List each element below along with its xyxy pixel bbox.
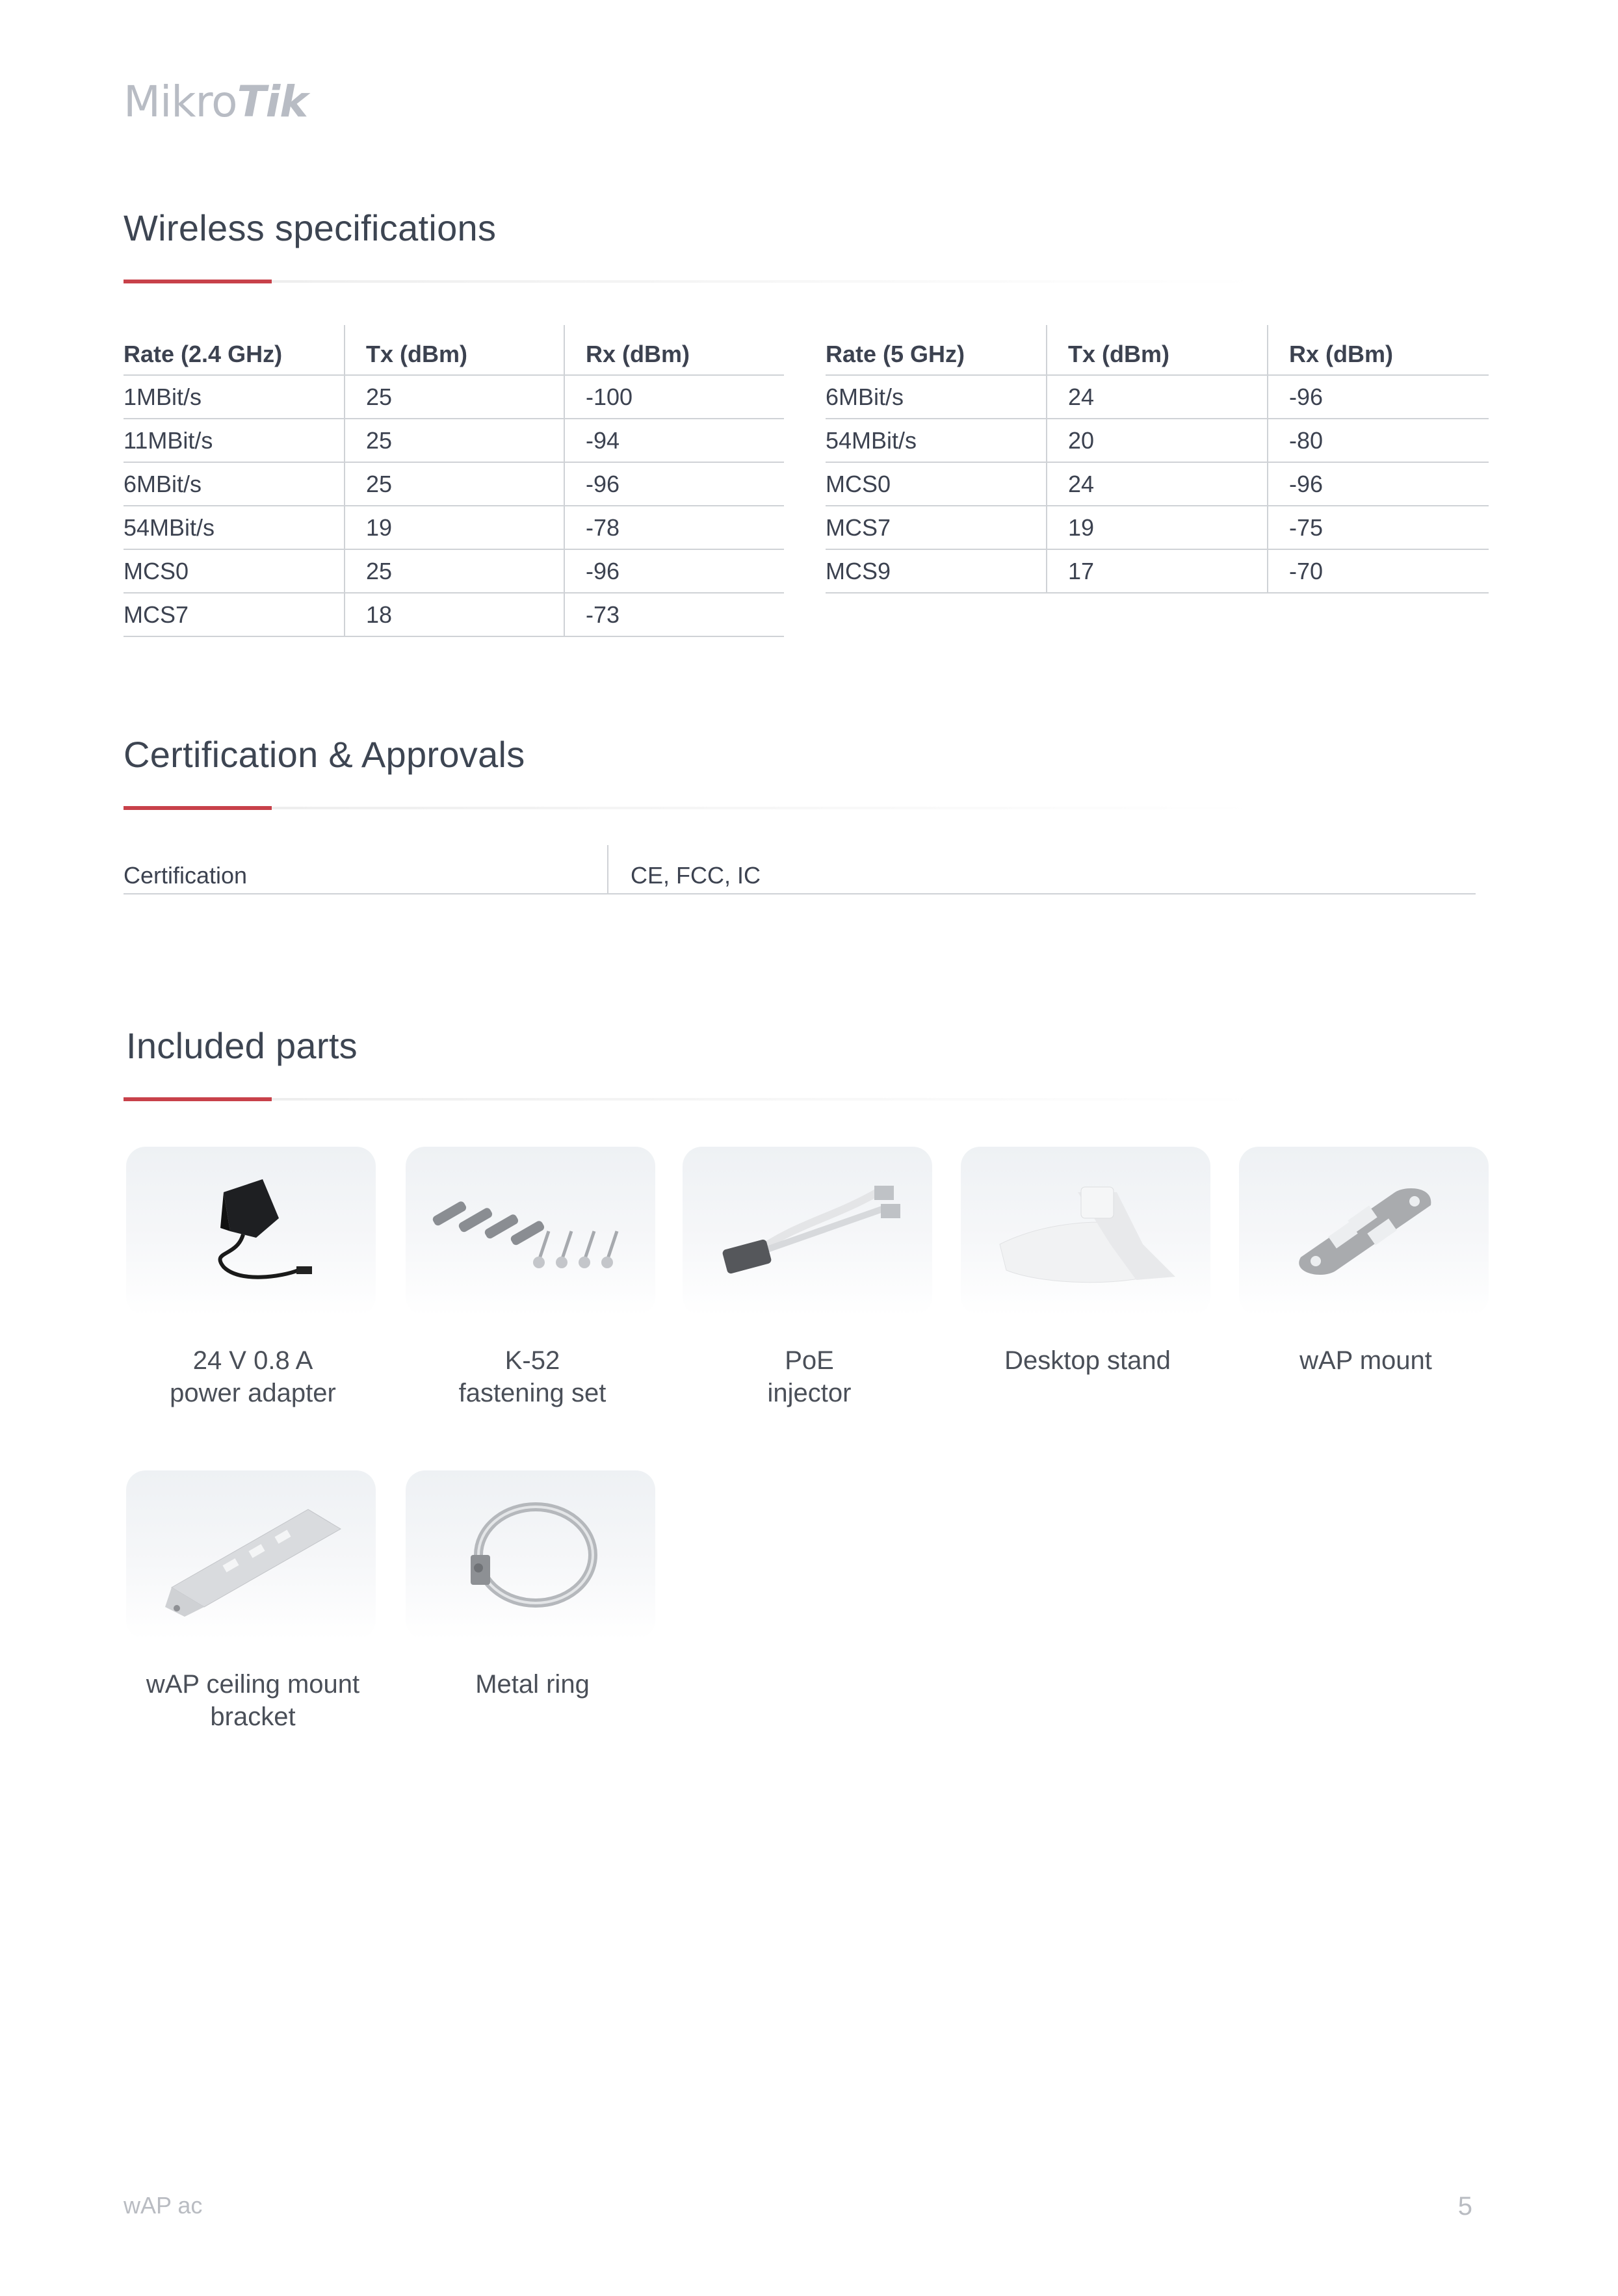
part-power-adapter [126,1147,380,1409]
rate-cell: 6MBit/s [826,375,1047,419]
certification-title-rule [272,807,1260,809]
power-adapter-icon [126,1147,376,1316]
certification-divider [607,845,608,893]
rx-cell: -96 [1268,375,1489,419]
table-row [826,549,1489,593]
rx-cell: -73 [564,593,784,636]
table-row [124,506,784,549]
part-fastening-set [406,1147,659,1409]
certification-section-title: Certification & Approvals [124,734,525,775]
wireless-table-5ghz [826,325,1489,594]
certification-label: Certification [124,862,248,889]
column-header-tx: Tx (dBm) [345,325,564,375]
rx-cell: -70 [1268,549,1489,593]
certification-value: CE, FCC, IC [631,862,761,889]
ceiling-mount-bracket-icon [126,1470,376,1639]
tx-cell: 24 [1047,462,1268,506]
rx-cell: -100 [564,375,784,419]
logo-text-light: Mikro [124,77,237,127]
included-parts-title-accent [124,1097,272,1101]
rx-cell: -75 [1268,506,1489,549]
column-header-rate: Rate (2.4 GHz) [124,325,345,375]
part-poe-injector [683,1147,936,1409]
rx-cell: -78 [564,506,784,549]
rate-cell: 54MBit/s [826,419,1047,462]
rate-cell: 1MBit/s [124,375,345,419]
wireless-title-rule [272,280,1260,283]
mikrotik-logo [124,77,319,130]
desktop-stand-icon [961,1147,1210,1316]
part-metal-ring [406,1470,659,1701]
rx-cell: -96 [564,549,784,593]
rate-cell: 54MBit/s [124,506,345,549]
part-label-line1: Desktop stand [1004,1346,1171,1375]
part-label-line2: power adapter [170,1379,336,1407]
tx-cell: 25 [345,375,564,419]
tx-cell: 25 [345,419,564,462]
tx-cell: 19 [345,506,564,549]
part-label-line2: fastening set [458,1379,607,1407]
power-adapter-image [126,1147,376,1316]
part-label-line2: injector [767,1379,852,1407]
rate-cell: MCS0 [826,462,1047,506]
wap-mount-image [1239,1147,1489,1316]
wireless-section-title: Wireless specifications [124,207,497,248]
certification-row [124,845,1476,894]
wireless-title-accent [124,280,272,283]
poe-injector-icon [683,1147,932,1316]
rate-cell: MCS7 [124,593,345,636]
metal-ring-icon [406,1470,655,1639]
tx-cell: 18 [345,593,564,636]
table-row [124,462,784,506]
rate-cell: MCS9 [826,549,1047,593]
included-parts-section-title: Included parts [126,1025,358,1066]
rate-cell: MCS0 [124,549,345,593]
column-header-tx: Tx (dBm) [1047,325,1268,375]
table-row [124,419,784,462]
column-header-rate: Rate (5 GHz) [826,325,1047,375]
certification-title-accent [124,806,272,810]
part-label-line1: K-52 [504,1346,560,1375]
part-label-line1: wAP ceiling mount [146,1670,360,1699]
rx-cell: -96 [564,462,784,506]
poe-injector-image [683,1147,932,1316]
tx-cell: 25 [345,549,564,593]
footer-page-number: 5 [1457,2192,1472,2221]
desktop-stand-image [961,1147,1210,1316]
table-header-row [826,325,1489,375]
part-label-line2: bracket [210,1702,296,1731]
rx-cell: -94 [564,419,784,462]
table-row [826,462,1489,506]
footer-product-name: wAP ac [124,2192,203,2219]
logo-text-bold: Tik [237,77,308,127]
table-header-row [124,325,784,375]
wireless-table-2-4ghz [124,325,784,637]
table-row [124,593,784,636]
tx-cell: 17 [1047,549,1268,593]
tx-cell: 24 [1047,375,1268,419]
column-header-rx: Rx (dBm) [1268,325,1489,375]
rate-cell: 11MBit/s [124,419,345,462]
rx-cell: -80 [1268,419,1489,462]
ceiling-mount-bracket-image [126,1470,376,1639]
table-row [826,506,1489,549]
table-row [124,549,784,593]
rx-cell: -96 [1268,462,1489,506]
part-label-line1: PoE [785,1346,834,1375]
tx-cell: 19 [1047,506,1268,549]
part-label-line1: 24 V 0.8 A [192,1346,313,1375]
part-ceiling-mount-bracket [126,1470,380,1733]
rate-cell: MCS7 [826,506,1047,549]
table-row [826,419,1489,462]
table-row [124,375,784,419]
part-label-line1: wAP mount [1299,1346,1432,1375]
part-wap-mount [1239,1147,1493,1377]
tx-cell: 25 [345,462,564,506]
column-header-rx: Rx (dBm) [564,325,784,375]
fastening-set-icon [406,1147,655,1316]
part-label-line1: Metal ring [475,1670,590,1699]
fastening-set-image [406,1147,655,1316]
tx-cell: 20 [1047,419,1268,462]
wap-mount-icon [1239,1147,1489,1316]
included-parts-title-rule [272,1098,1260,1101]
table-row [826,375,1489,419]
part-desktop-stand [961,1147,1214,1377]
rate-cell: 6MBit/s [124,462,345,506]
metal-ring-image [406,1470,655,1639]
